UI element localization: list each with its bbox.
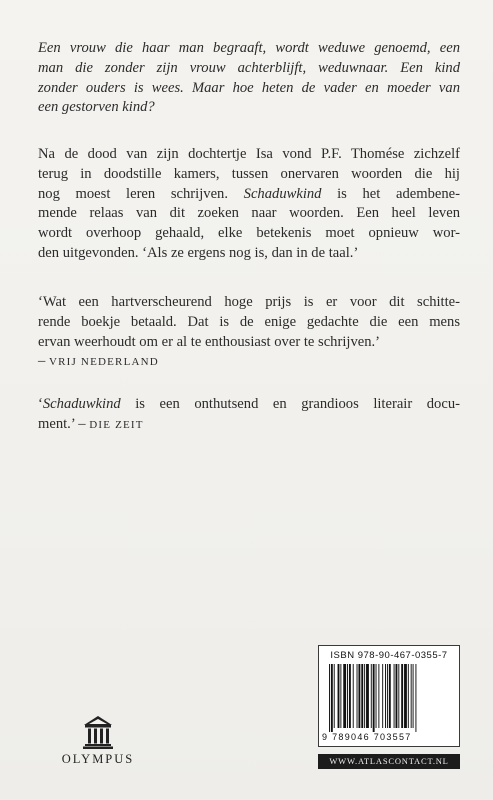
quote-attribution [38, 352, 460, 373]
description-text: is het adembene- [321, 185, 460, 202]
review-quote-die-zeit [38, 395, 460, 436]
barcode-bar [411, 664, 412, 728]
intro-paragraph [38, 39, 460, 118]
quote-source: DIE ZEIT [89, 418, 144, 431]
barcode-bar [415, 664, 416, 732]
barcode-bar [394, 664, 395, 728]
barcode-bar [358, 664, 360, 728]
barcode-bar [329, 664, 330, 732]
description-line: mende relaas van dit zoeken naar woorden. Een heel leven [38, 205, 460, 222]
barcode-bar [361, 664, 363, 728]
barcode-bar [334, 664, 335, 728]
description-line: terug in doodstille kamers, tussen onervaren woorden die hij [38, 165, 460, 182]
barcode-bar [340, 664, 341, 728]
quote-line: rende boekje betaald. Dat is de enige gedachte die een mens [38, 313, 460, 330]
publisher-logo [58, 715, 138, 767]
barcode-bar [376, 664, 377, 728]
barcode-bar [396, 664, 398, 728]
barcode-bar [357, 664, 358, 728]
quote-text: is een onthutsend en grandioos literair docu- [120, 396, 460, 412]
barcode-bar [413, 664, 414, 728]
temple-icon [83, 715, 113, 749]
intro-line: een gestorven kind? [38, 99, 155, 116]
barcode-bar [382, 664, 383, 728]
description-line: Na de dood van zijn dochtertje Isa vond P.F. Thomése zichzelf [38, 146, 460, 162]
barcode-bar [343, 664, 346, 728]
barcode-bar [401, 664, 403, 728]
description-line [38, 185, 460, 205]
barcode-bar [364, 664, 365, 728]
barcode-bar [404, 664, 407, 728]
barcode-bar [408, 664, 409, 728]
barcode-bar [353, 664, 354, 728]
quote-line: ervan weerhoudt om er al te enthousiast over te schrijven.’ [38, 333, 381, 350]
publisher-website: WWW.ATLASCONTACT.NL [318, 754, 460, 769]
barcode-bar [389, 664, 391, 728]
barcode-bar [331, 664, 333, 732]
barcode-bar [349, 664, 351, 728]
attribution-dash: – [38, 353, 49, 370]
barcode-bar [347, 664, 348, 728]
description-text: nog moest leren schrijven. [38, 185, 244, 202]
isbn-label: ISBN 978-90-467-0355-7 [330, 650, 448, 661]
quote-text: ment.’ – [38, 415, 90, 432]
barcode-bar [385, 664, 386, 728]
quote-line [38, 395, 460, 415]
quote-open: ‘ [38, 396, 43, 412]
review-quote-vrij-nederland [38, 293, 460, 373]
intro-line: man die zonder zijn vrouw achterblijft, weduwnaar. Een kind [38, 59, 460, 76]
barcode-bar [371, 664, 372, 728]
description-paragraph [38, 145, 460, 264]
barcode-bar [398, 664, 399, 728]
publisher-name: OLYMPUS [61, 752, 135, 766]
quote-source: VRIJ NEDERLAND [48, 356, 159, 369]
description-line: den uitgevonden. ‘Als ze ergens nog is, dan in de taal.’ [38, 244, 359, 261]
barcode-bar [338, 664, 340, 728]
isbn-barcode [318, 645, 460, 747]
barcode-bars [329, 664, 449, 732]
description-line: wordt overhoop gehaald, elke betekenis moet opnieuw wor- [38, 225, 460, 242]
book-title-italic: Schaduwkind [42, 396, 121, 412]
barcode-bar [373, 664, 375, 732]
intro-line: Een vrouw die haar man begraaft, wordt weduwe genoemd, een [38, 40, 460, 56]
barcode-digits: 9 789046 703557 [322, 732, 412, 742]
quote-line [38, 415, 460, 436]
barcode-bar [378, 664, 379, 728]
barcode-bar [387, 664, 388, 728]
barcode-bar [366, 664, 369, 728]
quote-line: ‘Wat een hartverscheurend hoge prijs is er voor dit schitte- [38, 294, 460, 310]
book-title-italic: Schaduwkind [243, 185, 322, 202]
intro-line: zonder ouders is wees. Maar hoe heten de vader en moeder van [38, 79, 460, 96]
